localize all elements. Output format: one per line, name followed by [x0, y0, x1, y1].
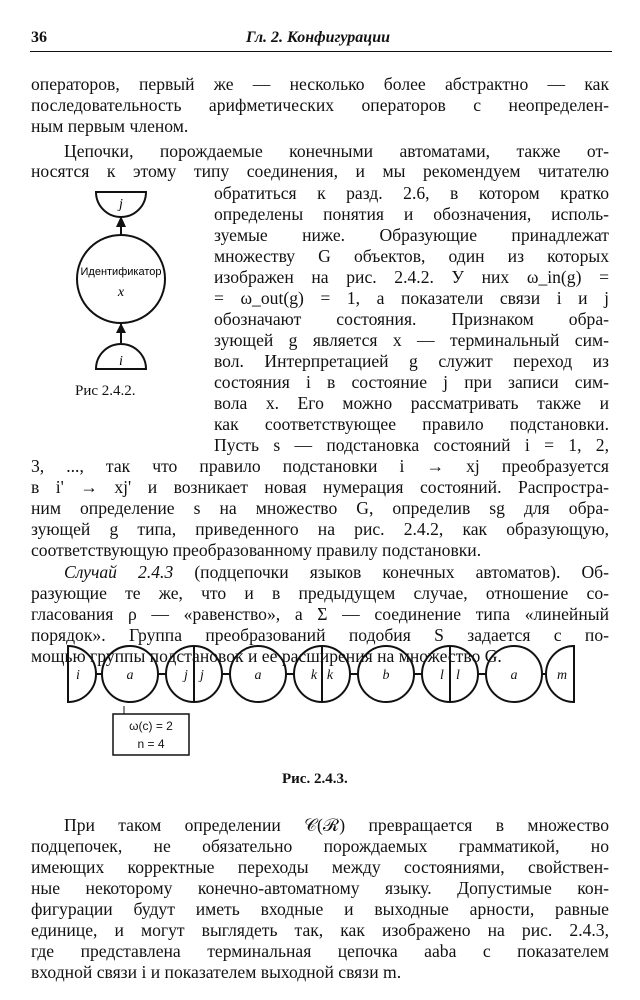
p2-line: соответствующую преобразованному правилу подстановки.	[31, 540, 482, 560]
p1-line: операторов, первый же — несколько более абстрактно — как	[31, 74, 609, 94]
node-label: l	[456, 668, 460, 683]
p1-line: последовательность арифметических операторов с неопределен-	[31, 95, 609, 115]
figure-2-4-2-caption: Рис 2.4.2.	[75, 383, 136, 399]
input-semicircle	[68, 646, 96, 702]
figure-2-4-3-caption: Рис. 2.4.3.	[282, 771, 348, 787]
p2-line: Цепочки, порождаемые конечными автоматами, также от-	[64, 141, 609, 161]
box-line-2: n = 4	[137, 737, 165, 751]
p2-line: зуемые ниже. Образующие принадлежат	[214, 225, 609, 245]
page-number: 36	[31, 29, 47, 46]
p3-line: порядок». Группа преобразований подобия S задается с по-	[31, 625, 609, 645]
input-label: i	[76, 668, 80, 683]
p2-line: носятся к этому типу соединения, и мы рекомендуем читателю	[31, 161, 609, 181]
case-label: Случай 2.4.3	[64, 562, 174, 582]
p3-line: разующие те же, что и в предыдущем случае, отношение со-	[31, 583, 609, 603]
p4-line: фигурации будут иметь входные и выходные арности, равные	[31, 899, 609, 919]
p3-line: гласования ρ — «равенство», а Σ — соединение типа «линейный	[31, 604, 609, 624]
node-label: j	[184, 668, 188, 683]
figure-2-4-2	[60, 183, 210, 383]
p4-line: единице, и могут выглядеть так, как изображено на рис. 2.4.3,	[31, 920, 609, 940]
chapter-title: Гл. 2. Конфигурации	[246, 29, 390, 46]
p4-line: входной связи i и показателем выходной связи m.	[31, 962, 402, 982]
identifier-label: Идентификатор	[80, 266, 162, 278]
p3-line	[64, 562, 609, 582]
node-label: a	[254, 668, 262, 683]
p2-line: Пусть s — подстановка состояний i = 1, 2,	[214, 435, 609, 455]
node-label: b	[382, 668, 390, 683]
p2-line: обратиться к разд. 2.6, в котором кратко	[214, 183, 609, 203]
p4-line: имеющих корректные переходы между состояниями, свойствен-	[31, 857, 609, 877]
p2-line: вол. Интерпретацией g служит переход из	[214, 351, 609, 371]
p2-line: 3, ..., так что правило подстановки i → xj преобразуется	[31, 456, 609, 476]
output-label: m	[556, 668, 568, 683]
p1-line: ным первым членом.	[31, 116, 189, 136]
p2-line: как соответствующее правило подстановки.	[214, 414, 609, 434]
identifier-circle	[77, 235, 165, 323]
p4-line: ные некоторому конечно-автоматному языку. Допустимые кон-	[31, 878, 609, 898]
p2-line: обозначают состояния. Признаком обра-	[214, 309, 609, 329]
top-label: j	[119, 197, 123, 212]
node-label: a	[510, 668, 518, 683]
p4-line: где представлена терминальная цепочка aaba с показателем	[31, 941, 609, 961]
p2-line: состояния i в состояние j при записи сим-	[214, 372, 609, 392]
p4-line: При таком определении 𝒞(ℛ) превращается в множество	[64, 815, 609, 835]
node-label: j	[200, 668, 204, 683]
p2-line: вола x. Его можно рассматривать также и	[214, 393, 609, 413]
p4-line: подцепочек, не обязательно порождаемых грамматикой, но	[31, 836, 609, 856]
p2-line: ним определение s на множество G, определив sg для обра-	[31, 498, 609, 518]
case-text: (подцепочки языков конечных автоматов). Об-	[194, 562, 609, 582]
bottom-label: i	[119, 354, 123, 369]
p2-line: зующей g является x — терминальный сим-	[214, 330, 609, 350]
figure-2-4-3	[60, 642, 580, 757]
node-label: k	[310, 668, 318, 683]
header-rule	[30, 51, 612, 52]
node-label: l	[440, 668, 444, 683]
box-line-1: ω(c) = 2	[129, 719, 173, 733]
p2-line: изображен на рис. 2.4.2. У них ω_in(g) =	[214, 267, 609, 287]
p2-line: определены понятия и обозначения, исполь-	[214, 204, 609, 224]
p2-line: в i' → xj' и возникает новая нумерация состояний. Распростра-	[31, 477, 609, 497]
p2-line: = ω_out(g) = 1, а показатели связи i и j	[214, 288, 609, 308]
p3-line: мощью группы подстановок и ее расширения на множество G.	[31, 646, 502, 666]
bottom-arrow	[116, 323, 126, 333]
p2-line: множеству G объектов, один из которых	[214, 246, 609, 266]
node-label: a	[126, 668, 134, 683]
node-label: k	[326, 668, 334, 683]
identifier-symbol: x	[117, 285, 125, 300]
p2-line: зующей g типа, приведенного на рис. 2.4.2, как образующую,	[31, 519, 609, 539]
